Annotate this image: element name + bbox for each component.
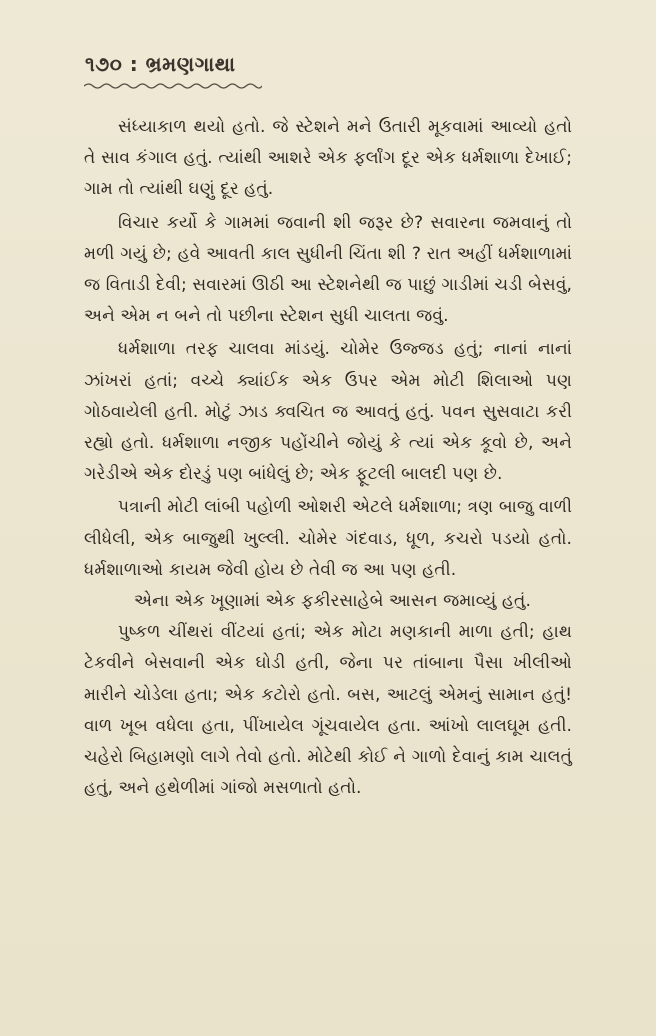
paragraph: એના એક ખૂણામાં એક ફકીરસાહેબે આસન જમાવ્યું હતું.	[134, 591, 531, 612]
paragraph: સંધ્યાકાળ થયો હતો. જે સ્ટેશને મને ઉતારી મૂકવામાં આવ્યો હતો તે સાવ કંગાલ હતું. ત્યાંથી આશરે એક ફર્લાંગ દૂર એક ધર્મશાળા દેખાઈ; ગામ તો ત્યાંથી ઘણું દૂર હતું.	[84, 117, 572, 200]
body-text	[84, 112, 572, 804]
paragraph: પુષ્કળ ચીંથરાં વીંટયાં હતાં; એક મોટા મણકાની માળા હતી; હાથ ટેકવીને બેસવાની એક ઘોડી હતી, જેના પર તાંબાના પૈસા ખીલીઓ મારીને ચોડેલા હતા; એક કટોરો હતો. બસ, આટલું એમનું સામાન હતું! વાળ ખૂબ વધેલા હતા, પીંખાયેલ ગૂંચવાયેલ હતા. આંખો લાલઘૂમ હતી. ચહેરો બિહામણો લાગે તેવો હતો. મોટેથી કોઈ ને ગાળો દેવાનું કામ ચાલતું હતું, અને હથેળીમાં ગાંજો મસળાતો હતો.	[84, 622, 572, 799]
paragraph: વિચાર કર્યો કે ગામમાં જવાની શી જરૂર છે? સવારના જમવાનું તો મળી ગયું છે; હવે આવતી કાલ સુધીની ચિંતા શી ? રાત અહીં ધર્મશાળામાં જ વિતાડી દેવી; સવારમાં ઊઠી આ સ્ટેશનેથી જ પાછું ગાડીમાં ચડી બેસવું, અને એમ ન બને તો પછીના સ્ટેશન સુધી ચાલતા જવું.	[84, 212, 572, 327]
paragraph: ધર્મશાળા તરફ ચાલવા માંડયું. ચોમેર ઉજ્જડ હતું; નાનાં નાનાં ઝાંખરાં હતાં; વચ્ચે ક્યાંઈક એક ઉપર એમ મોટી શિલાઓ પણ ગોઠવાયેલી હતી. મોટું ઝાડ ક્વચિત જ આવતું હતું. પવન સુસવાટા કરી રહ્યો હતો. ધર્મશાળા નજીક પહોંચીને જોયું કે ત્યાં એક કૂવો છે, અને ગરેડીએ એક દોરડું પણ બાંધેલું છે; એક ફૂટલી બાલદી પણ છે.	[84, 339, 572, 485]
wavy-underline	[84, 82, 262, 90]
paragraph: પત્રાની મોટી લાંબી પહોળી ઓશરી એટલે ધર્મશાળા; ત્રણ બાજુ વાળી લીધેલી, એક બાજુથી ખુલ્લી. ચોમેર ગંદવાડ, ધૂળ, કચરો પડયો હતો. ધર્મશાળાઓ કાયમ જેવી હોય છે તેવી જ આ પણ હતી.	[84, 497, 572, 580]
running-head: ૧૭૦ : ભ્રમણગાથા	[85, 52, 236, 76]
